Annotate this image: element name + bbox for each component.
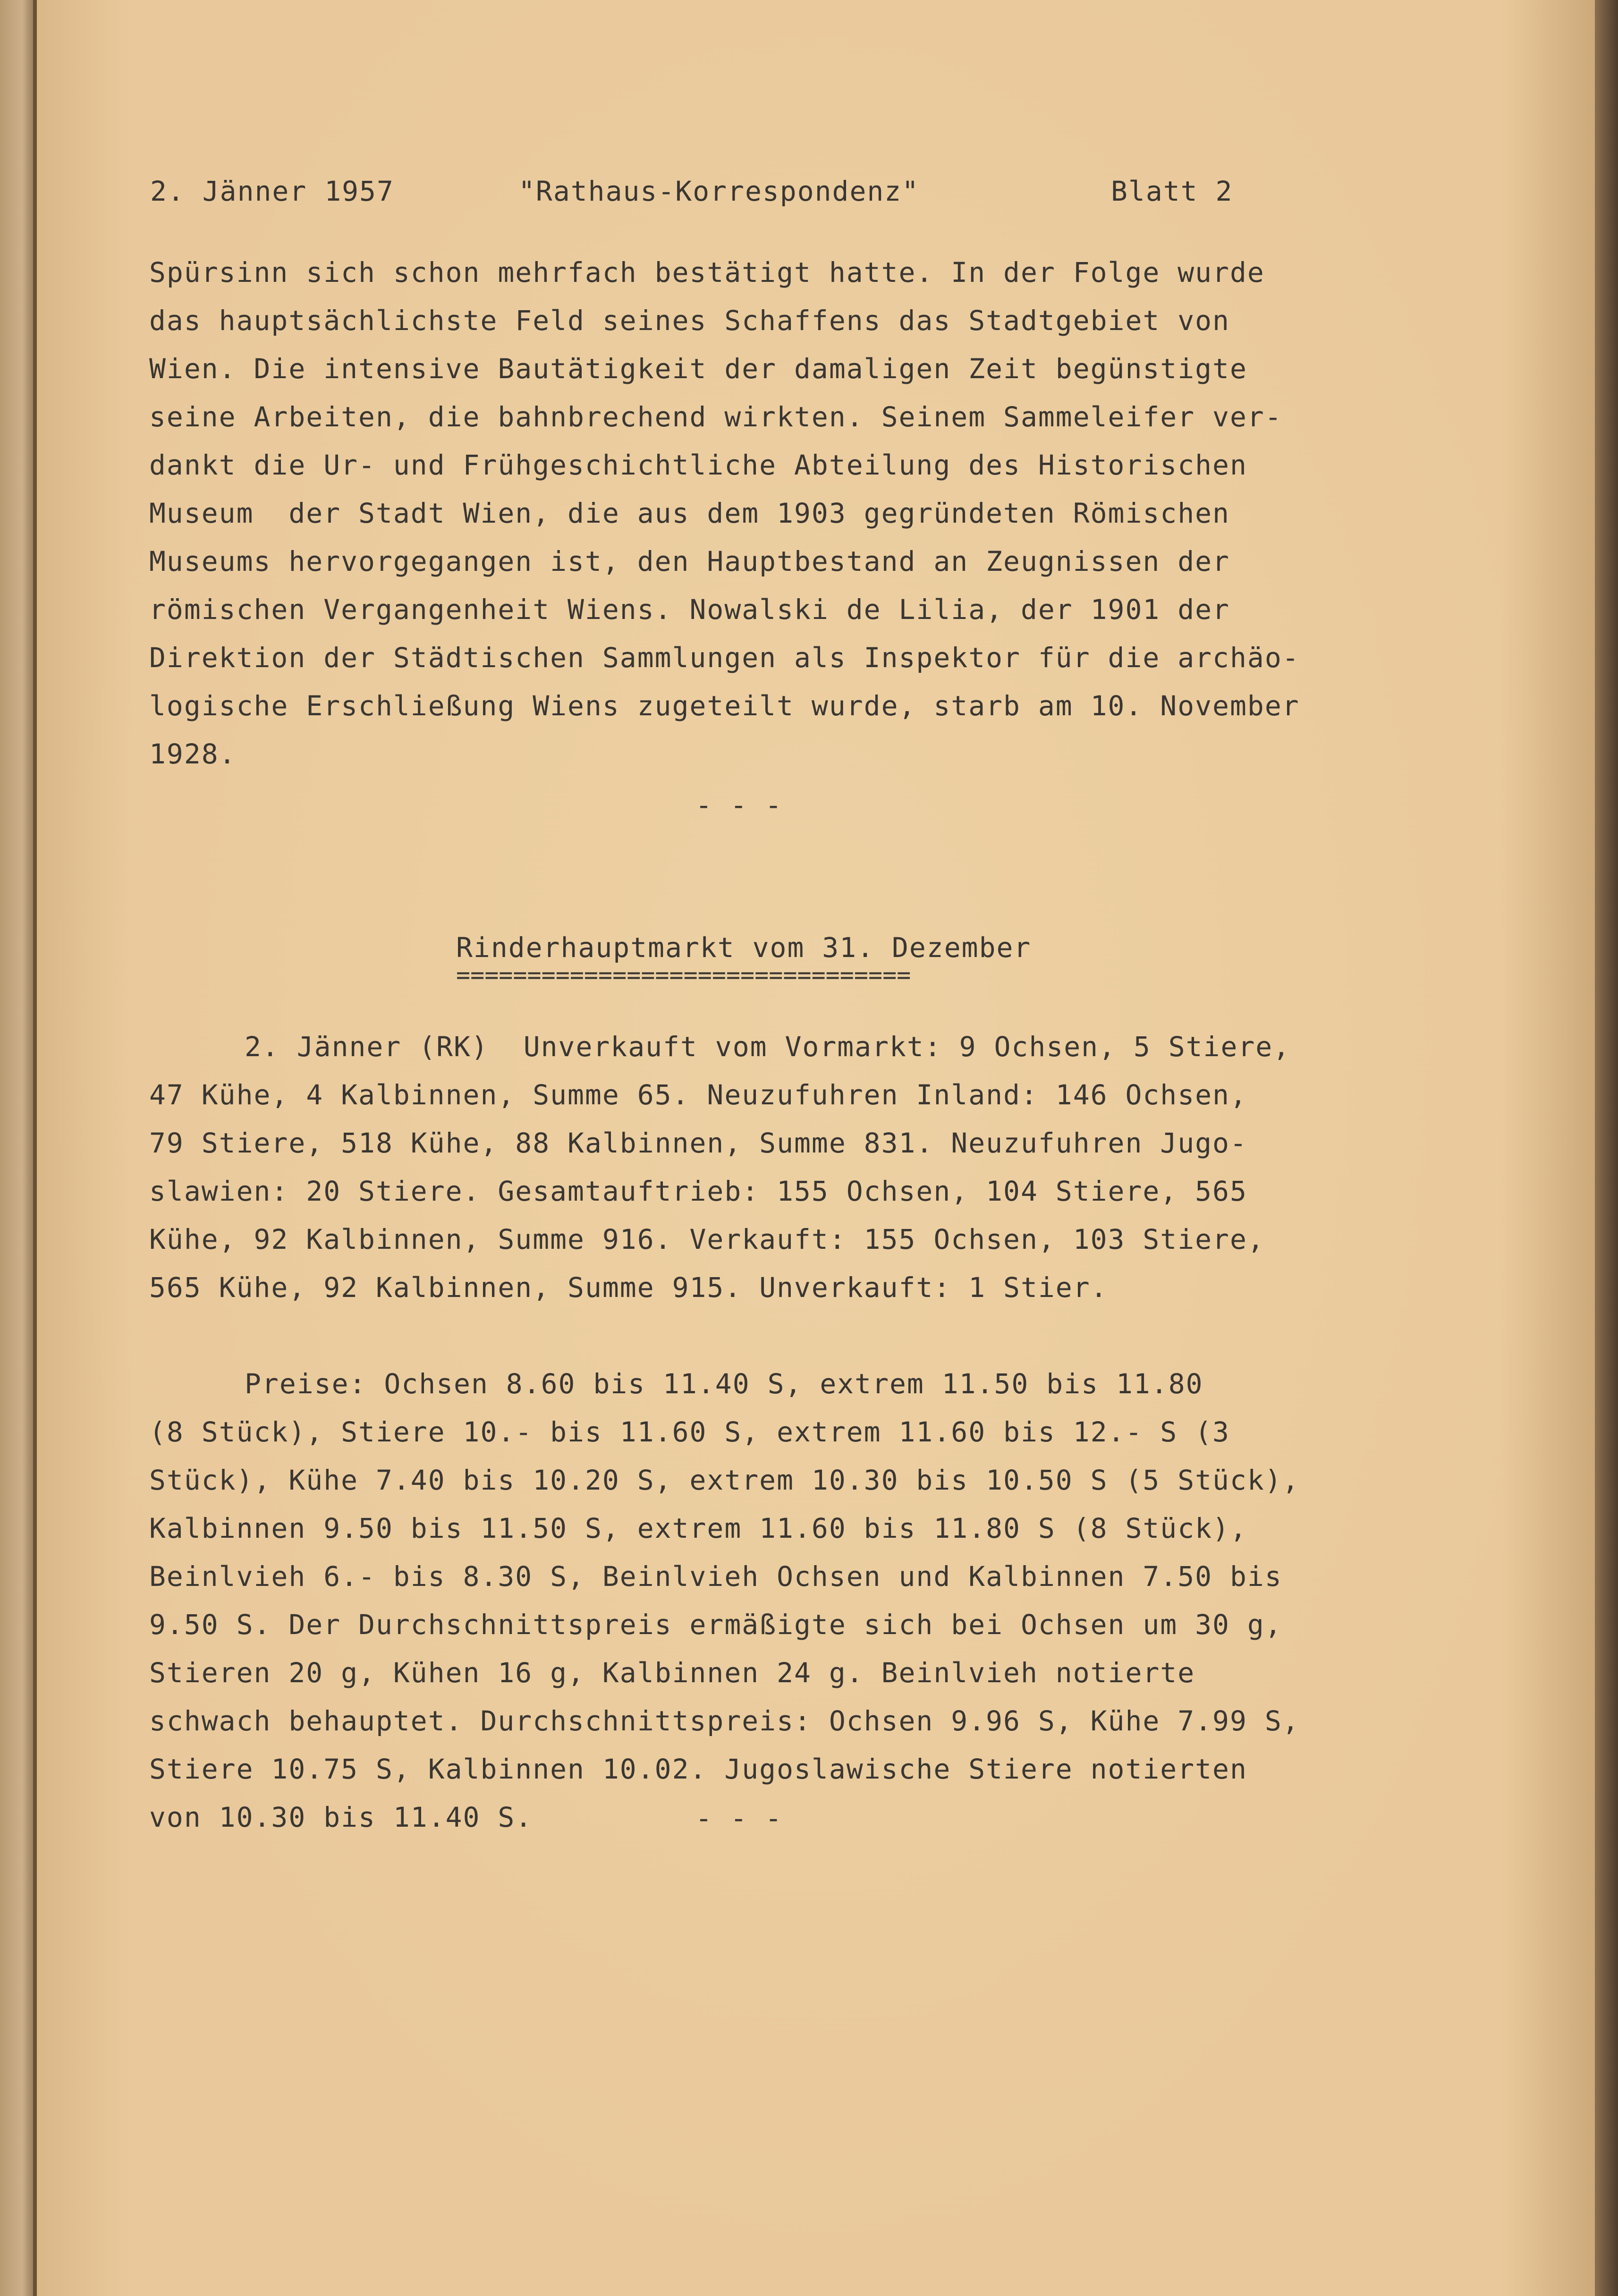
text-line: Stück), Kühe 7.40 bis 10.20 S, extrem 10.30 bis 10.50 S (5 Stück),: [149, 1464, 1300, 1496]
text-line: römischen Vergangenheit Wiens. Nowalski de Lilia, der 1901 der: [149, 593, 1230, 626]
text-line: seine Arbeiten, die bahnbrechend wirkten. Seinem Sammeleifer ver-: [149, 401, 1282, 433]
text-line: slawien: 20 Stiere. Gesamtauftrieb: 155 Ochsen, 104 Stiere, 565: [149, 1175, 1247, 1207]
section-separator-end: - - -: [695, 1802, 783, 1834]
text-line: Kühe, 92 Kalbinnen, Summe 916. Verkauft: 155 Ochsen, 103 Stiere,: [149, 1223, 1265, 1255]
text-line: Stieren 20 g, Kühen 16 g, Kalbinnen 24 g. Beinlvieh notierte: [149, 1657, 1195, 1689]
text-line: schwach behauptet. Durchschnittspreis: Ochsen 9.96 S, Kühe 7.99 S,: [149, 1705, 1300, 1737]
section-title: Rinderhauptmarkt vom 31. Dezember: [456, 932, 1032, 964]
text-line: 9.50 S. Der Durchschnittspreis ermäßigte sich bei Ochsen um 30 g,: [149, 1609, 1282, 1641]
text-line: 565 Kühe, 92 Kalbinnen, Summe 915. Unverkauft: 1 Stier.: [149, 1271, 1108, 1304]
text-line: (8 Stück), Stiere 10.- bis 11.60 S, extrem 11.60 bis 12.- S (3: [149, 1416, 1230, 1448]
left-page-edge: [0, 0, 37, 2296]
header-page-number: Blatt 2: [1111, 175, 1233, 207]
text-line: Direktion der Städtischen Sammlungen als Inspektor für die archäo-: [149, 642, 1300, 674]
text-line: das hauptsächlichste Feld seines Schaffens das Stadtgebiet von: [149, 305, 1230, 337]
document-page: [37, 0, 1595, 2296]
text-line: dankt die Ur- und Frühgeschichtliche Abteilung des Historischen: [149, 449, 1247, 481]
text-line: Spürsinn sich schon mehrfach bestätigt hatte. In der Folge wurde: [149, 256, 1265, 288]
text-line: Stiere 10.75 S, Kalbinnen 10.02. Jugoslawische Stiere notierten: [149, 1753, 1247, 1785]
text-line: von 10.30 bis 11.40 S.: [149, 1801, 533, 1833]
text-line: 79 Stiere, 518 Kühe, 88 Kalbinnen, Summe 831. Neuzufuhren Jugo-: [149, 1127, 1247, 1159]
section-separator: - - -: [695, 789, 783, 821]
text-line: Kalbinnen 9.50 bis 11.50 S, extrem 11.60 bis 11.80 S (8 Stück),: [149, 1512, 1247, 1544]
header-publication-title: "Rathaus-Korrespondenz": [518, 175, 920, 207]
header-date: 2. Jänner 1957: [150, 175, 394, 207]
section-title-underline: ================================: [456, 961, 911, 989]
text-line: Museum der Stadt Wien, die aus dem 1903 gegründeten Römischen: [149, 497, 1230, 529]
text-line: Beinlvieh 6.- bis 8.30 S, Beinlvieh Ochsen und Kalbinnen 7.50 bis: [149, 1560, 1282, 1593]
text-line: logische Erschließung Wiens zugeteilt wurde, starb am 10. November: [149, 690, 1300, 722]
right-page-edge: [1595, 0, 1618, 2296]
text-line: Museums hervorgegangen ist, den Hauptbestand an Zeugnissen der: [149, 545, 1230, 577]
text-line: Preise: Ochsen 8.60 bis 11.40 S, extrem 11.50 bis 11.80: [245, 1368, 1203, 1400]
text-line: 2. Jänner (RK) Unverkauft vom Vormarkt: 9 Ochsen, 5 Stiere,: [245, 1031, 1291, 1063]
text-line: 47 Kühe, 4 Kalbinnen, Summe 65. Neuzufuhren Inland: 146 Ochsen,: [149, 1079, 1247, 1111]
text-line: 1928.: [149, 738, 237, 770]
text-line: Wien. Die intensive Bautätigkeit der damaligen Zeit begünstigte: [149, 353, 1247, 385]
